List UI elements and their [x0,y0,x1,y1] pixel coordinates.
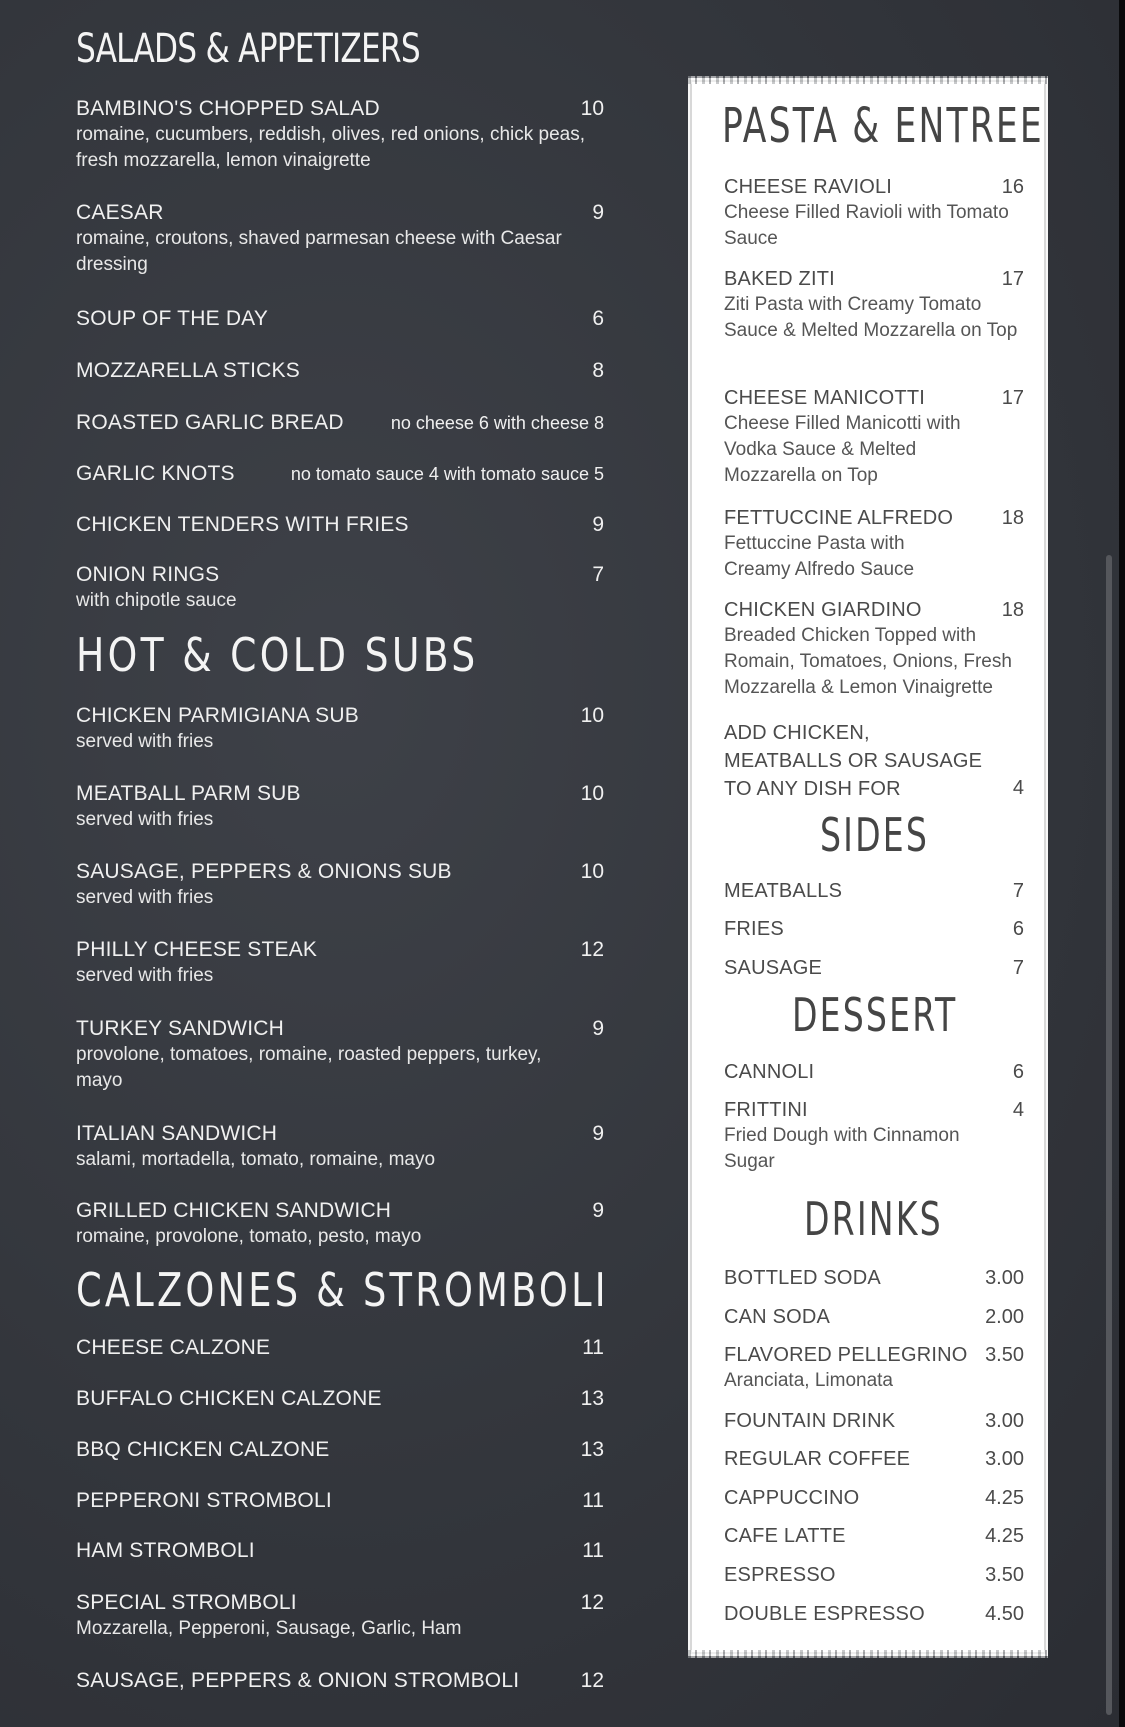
item-price: 10 [580,860,604,883]
item-price: 4 [1012,777,1024,799]
item-name: FETTUCCINE ALFREDO [724,507,954,529]
menu-item [76,1668,604,1694]
item-price: 6 [592,307,604,330]
item-name: CAESAR [76,201,164,224]
item-price: 3.00 [985,1267,1024,1289]
menu-item [724,1265,1024,1291]
item-name: FOUNTAIN DRINK [724,1410,896,1432]
panel-rough-edge [688,76,1048,84]
menu-item [724,1485,1024,1511]
menu-item [76,1016,604,1094]
menu-item [76,1121,604,1173]
menu-item [724,1304,1024,1330]
item-description: Mozzarella, Pepperoni, Sausage, Garlic, Ham [76,1618,462,1639]
dessert-heading: DESSERT [792,988,958,1042]
menu-item [724,385,1024,489]
item-description: served with fries [76,731,214,752]
item-name: REGULAR COFFEE [724,1448,911,1470]
menu-item [724,1562,1024,1588]
item-name: DOUBLE ESPRESSO [724,1603,925,1625]
menu-item [76,1335,604,1361]
item-description: Fettuccine Pasta with Creamy Alfredo Sauce [724,533,915,580]
item-description: Cheese Filled Manicotti with Vodka Sauce & Melted Mozzarella on Top [724,413,961,486]
item-description: romaine, cucumbers, reddish, olives, red onions, chick peas, fresh mozzarella, lemon vinaigrette [76,124,586,171]
menu-item [76,781,604,833]
item-price: 9 [592,1122,604,1145]
item-name: ESPRESSO [724,1564,836,1586]
item-name: CHICKEN PARMIGIANA SUB [76,704,359,727]
scrollbar-thumb[interactable] [1106,555,1112,1715]
item-name: CAN SODA [724,1306,831,1328]
item-price: 7 [1012,880,1024,902]
menu-item [76,1538,604,1564]
menu-item [724,505,1024,583]
item-description: provolone, tomatoes, romaine, roasted peppers, turkey, mayo [76,1044,542,1091]
item-price: 11 [582,1539,604,1562]
item-name: BUFFALO CHICKEN CALZONE [76,1387,382,1410]
menu-item [724,1097,1024,1175]
menu-item [724,1446,1024,1472]
item-name: BBQ CHICKEN CALZONE [76,1438,330,1461]
item-price-note: no cheese 6 with cheese 8 [390,413,604,433]
sides-heading: SIDES [820,808,930,862]
item-price: 4.25 [985,1525,1024,1547]
item-name: CHICKEN GIARDINO [724,599,922,621]
item-price: 18 [1001,599,1024,621]
item-name: BAMBINO'S CHOPPED SALAD [76,97,380,120]
item-description: romaine, provolone, tomato, pesto, mayo [76,1226,422,1247]
item-price: 17 [1001,387,1024,409]
item-name: FRITTINI [724,1099,808,1121]
item-name: CANNOLI [724,1061,815,1083]
calzones-heading: CALZONES & STROMBOLI [76,1263,609,1317]
item-price: 4 [1012,1099,1024,1121]
menu-item [76,306,604,332]
menu-item [76,358,604,384]
menu-item [724,1408,1024,1434]
item-name: ONION RINGS [76,563,220,586]
item-price: 8 [592,359,604,382]
item-name: SAUSAGE, PEPPERS & ONION STROMBOLI [76,1669,520,1692]
menu-item [76,1437,604,1463]
item-price: 12 [580,938,604,961]
item-name: SAUSAGE, PEPPERS & ONIONS SUB [76,860,452,883]
menu-item [76,96,604,174]
item-price: 13 [580,1438,604,1461]
item-name: BOTTLED SODA [724,1267,881,1289]
item-price: 6 [1012,1061,1024,1083]
right-panel [692,82,1044,1652]
item-price: 17 [1001,268,1024,290]
subs-heading: HOT & COLD SUBS [76,628,479,682]
panel-rough-edge [688,1650,1048,1658]
item-price: 18 [1001,507,1024,529]
item-price: 13 [580,1387,604,1410]
item-price: 4.25 [985,1487,1024,1509]
item-price: 3.00 [985,1448,1024,1470]
item-description: served with fries [76,965,214,986]
item-price: 10 [580,97,604,120]
item-price: 9 [592,513,604,536]
item-price: 10 [580,782,604,805]
item-name: SAUSAGE [724,957,823,979]
item-description: Breaded Chicken Topped with Romain, Tomatoes, Onions, Fresh Mozzarella & Lemon Vinaigrette [724,625,1012,698]
item-name: BAKED ZITI [724,268,835,290]
item-name: GARLIC KNOTS [76,462,235,485]
item-description: served with fries [76,887,214,908]
drinks-heading: DRINKS [804,1192,943,1246]
pasta-heading: PASTA & ENTREE [722,98,1044,154]
item-description: Cheese Filled Ravioli with Tomato Sauce [724,202,1009,249]
item-name: PHILLY CHEESE STEAK [76,938,318,961]
menu-item [724,916,1024,942]
menu-item [76,461,604,487]
item-price: 9 [592,1199,604,1222]
item-price: 3.50 [985,1344,1024,1366]
item-price: 6 [1012,918,1024,940]
menu-item [724,955,1024,981]
item-name: SPECIAL STROMBOLI [76,1591,297,1614]
item-name: CAPPUCCINO [724,1487,860,1509]
item-price: 11 [582,1336,604,1359]
item-price-note: no tomato sauce 4 with tomato sauce 5 [290,464,604,484]
menu-item [724,1523,1024,1549]
item-price: 3.50 [985,1564,1024,1586]
item-description: Ziti Pasta with Creamy Tomato Sauce & Melted Mozzarella on Top [724,294,1018,341]
item-price: 7 [592,563,604,586]
item-description: served with fries [76,809,214,830]
item-name: PEPPERONI STROMBOLI [76,1489,332,1512]
item-name: CHEESE MANICOTTI [724,387,925,409]
item-description: Aranciata, Limonata [724,1370,893,1391]
item-name: HAM STROMBOLI [76,1539,255,1562]
item-name: MEATBALL PARM SUB [76,782,301,805]
item-price: 9 [592,201,604,224]
menu-item [724,878,1024,904]
item-price: 4.50 [985,1603,1024,1625]
item-name: CHEESE CALZONE [76,1336,271,1359]
item-name: CAFE LATTE [724,1525,846,1547]
menu-item [76,410,604,436]
item-price: 16 [1001,176,1024,198]
menu-item [724,1342,1024,1394]
item-name: MEATBALLS [724,880,843,902]
item-name: FRIES [724,918,784,940]
item-name: ROASTED GARLIC BREAD [76,411,344,434]
item-name: SOUP OF THE DAY [76,307,269,330]
item-price: 7 [1012,957,1024,979]
item-name: TURKEY SANDWICH [76,1017,284,1040]
item-price: 12 [580,1669,604,1692]
item-price: 10 [580,704,604,727]
item-price: 12 [580,1591,604,1614]
menu-item [76,859,604,911]
menu-item [76,937,604,989]
menu-item [76,200,604,278]
item-price: 3.00 [985,1410,1024,1432]
item-price: 2.00 [985,1306,1024,1328]
item-name: ADD CHICKEN, MEATBALLS OR SAUSAGE TO ANY DISH FOR [724,722,983,800]
menu-item [76,1386,604,1412]
menu-item [724,1059,1024,1085]
item-price: 11 [582,1489,604,1512]
menu-item [724,266,1024,344]
item-name: GRILLED CHICKEN SANDWICH [76,1199,392,1222]
item-name: CHEESE RAVIOLI [724,176,893,198]
salads-heading: SALADS & APPETIZERS [76,26,420,72]
menu-item [76,703,604,755]
menu-item [76,512,604,538]
item-description: Fried Dough with Cinnamon Sugar [724,1125,960,1172]
menu-item [724,1601,1024,1627]
menu-item [76,1488,604,1514]
item-name: ITALIAN SANDWICH [76,1122,278,1145]
menu-item [76,1198,604,1250]
item-price: 9 [592,1017,604,1040]
menu-item [724,597,1024,701]
item-name: CHICKEN TENDERS WITH FRIES [76,513,409,536]
item-description: romaine, croutons, shaved parmesan cheese with Caesar dressing [76,228,562,275]
item-description: salami, mortadella, tomato, romaine, mayo [76,1149,436,1170]
menu-item [724,174,1024,252]
item-name: MOZZARELLA STICKS [76,359,300,382]
menu-item [76,562,604,614]
menu-item [76,1590,604,1642]
item-name: FLAVORED PELLEGRINO [724,1344,968,1366]
add-on-item [724,719,1024,803]
item-description: with chipotle sauce [76,590,237,611]
